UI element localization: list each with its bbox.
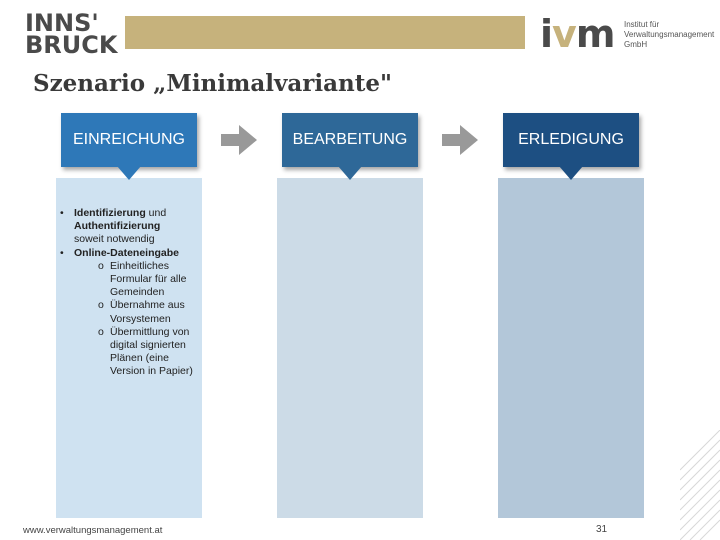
- header-pointer-2: [338, 166, 362, 180]
- innsbruck-logo: [25, 9, 118, 59]
- bullet-online-dateneingabe-text: Online-Dateneingabe: [74, 246, 180, 259]
- header-pointer-3: [559, 166, 583, 180]
- bullet-soweit: soweit notwendig: [74, 233, 155, 246]
- ivm-sub-line-2: Verwaltungsmanagement: [624, 30, 715, 39]
- ivm-logo-v: v: [552, 12, 576, 56]
- ivm-sub-line-3: GmbH: [624, 40, 648, 49]
- bullet-identifizierung: [58, 207, 200, 247]
- bullet-authentifizierung: Authentifizierung: [74, 220, 161, 233]
- bullet-online-dateneingabe: [58, 247, 200, 260]
- footer-url: www.verwaltungsmanagement.at: [23, 525, 163, 536]
- einreichung-content: [58, 207, 200, 379]
- ivm-logo-i: i: [540, 12, 553, 56]
- column-header-einreichung: EINREICHUNG: [61, 113, 197, 167]
- bullet-identifizierung-rest: und: [145, 207, 167, 219]
- column-header-erledigung: ERLEDIGUNG: [503, 113, 639, 167]
- ivm-logo: [540, 14, 614, 54]
- logo-line-2: BRUCK: [25, 31, 118, 59]
- arrow-right-icon: [221, 125, 257, 155]
- ivm-sub-line-1: Institut für: [624, 20, 660, 29]
- header-pointer-1: [117, 166, 141, 180]
- bullet-identifizierung-bold: Identifizierung: [74, 207, 146, 219]
- column-header-bearbeitung: BEARBEITUNG: [282, 113, 418, 167]
- column-erledigung-body: [498, 178, 644, 518]
- sub-bullet-formular: o Einheitliches Formular für alle Gemeinden: [58, 260, 200, 300]
- ivm-logo-m: m: [575, 12, 615, 56]
- header-gold-bar: [125, 16, 525, 49]
- slide-title: Szenario „Minimalvariante": [33, 70, 392, 97]
- logo-line-1: INNS': [25, 9, 99, 37]
- ivm-subtitle: [624, 20, 714, 50]
- sub-bullet-vorsysteme: o Übernahme aus Vorsystemen: [58, 299, 200, 325]
- column-bearbeitung-body: [277, 178, 423, 518]
- page-number: 31: [596, 524, 608, 535]
- sub-bullet-plaene: o Übermittlung von digital signierten Plänen (eine Version in Papier): [58, 326, 200, 379]
- decorative-hatch: [680, 430, 720, 540]
- arrow-right-icon: [442, 125, 478, 155]
